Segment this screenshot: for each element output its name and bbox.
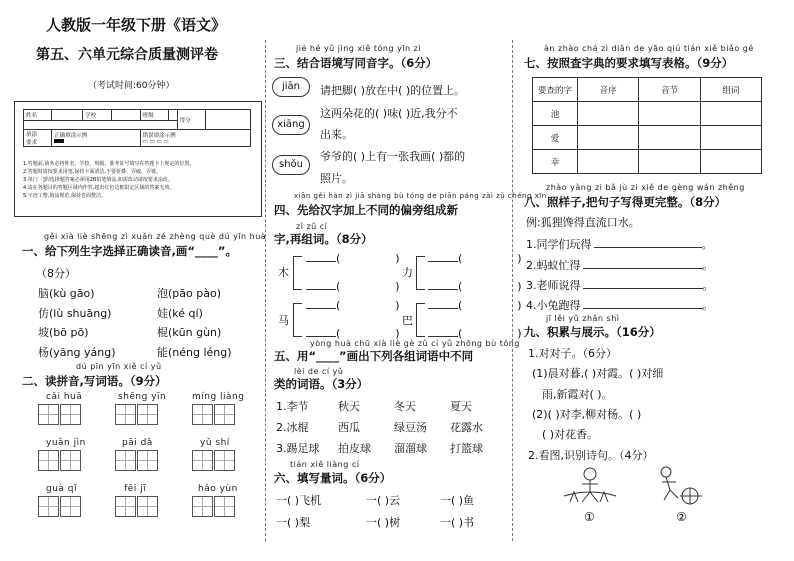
q5-word[interactable]: 拍皮球 <box>338 442 371 455</box>
pinyin-bubble: xiāng <box>272 115 310 135</box>
q2-word: míng liàng <box>192 392 245 402</box>
q6-item[interactable]: 一( )书 <box>440 516 475 529</box>
q1-score: （8分） <box>36 267 76 280</box>
bracket <box>293 303 302 337</box>
answer-cell[interactable] <box>578 102 639 126</box>
q6-pinyin: tián xiě liàng cí <box>290 460 360 469</box>
notes <box>23 160 194 200</box>
column-divider <box>265 40 266 541</box>
q5-word[interactable]: 打篮球 <box>450 442 483 455</box>
q8-item[interactable]: 4.小兔跑得 。 <box>526 299 714 312</box>
q4-blank[interactable]: ( ) <box>428 250 522 266</box>
note: 2.答题时请按要求用笔,保持卡面清洁,不要折叠、弄破、弄皱。 <box>23 169 161 175</box>
bracket <box>416 256 425 290</box>
column-divider <box>512 40 513 541</box>
q2-word: fēi jī <box>124 484 147 494</box>
q8-item[interactable]: 1.同学们玩得 。 <box>526 238 713 251</box>
q3-title: 三、结合语境写同音字。（6分） <box>274 56 438 70</box>
base-char: 巴 <box>402 314 413 327</box>
note: 5.字迹工整,填涂规范,保持卷面整洁。 <box>23 193 106 199</box>
q5-word[interactable]: 溜溜球 <box>394 442 427 455</box>
q4-blank[interactable]: ( ) <box>428 325 522 341</box>
writing-grid[interactable] <box>38 496 82 517</box>
bracket <box>293 256 302 290</box>
answer-cell[interactable] <box>639 150 700 174</box>
q9-title: 九、积累与展示。（16分） <box>524 325 661 339</box>
writing-grid[interactable] <box>115 450 159 471</box>
fill-label: 填涂 要求 <box>24 130 52 147</box>
q5-word[interactable]: 冬天 <box>394 400 416 413</box>
q1-item[interactable]: 泡(pāo pào) <box>157 287 221 300</box>
q6-item[interactable]: 一( )梨 <box>276 516 311 529</box>
school-field[interactable] <box>111 110 140 121</box>
q4-blank[interactable]: ( ) <box>428 278 522 294</box>
poem-image-2 <box>650 462 710 506</box>
poem-image-1 <box>560 462 620 506</box>
base-char: 力 <box>402 266 413 279</box>
q6-title: 六、填写量词。（6分） <box>274 471 392 485</box>
q3-line[interactable]: 爷爷的( )上有一张我画( )都的 <box>320 150 466 163</box>
writing-grid[interactable] <box>115 496 159 517</box>
q1-item[interactable]: 仿(lù shuāng) <box>38 307 112 320</box>
q5-word[interactable]: 夏天 <box>450 400 472 413</box>
q9-pinyin: jī lěi yǔ zhǎn shì <box>546 314 620 323</box>
q9-line[interactable]: (1)晨对暮,( )对霞。( )对细 <box>532 367 664 380</box>
q3-line[interactable]: 这两朵花的( )味( )近,我分不 <box>320 107 458 120</box>
q3-pinyin: jié hé yǔ jìng xiě tóng yīn zì <box>296 44 422 53</box>
note: 3.单门「]的选择题答案必须用2B铅笔填涂,如需改动请按要求涂改。 <box>23 177 173 183</box>
q6-item[interactable]: 一( )云 <box>366 494 401 507</box>
writing-grid[interactable] <box>38 450 82 471</box>
q4-blank[interactable]: ( ) <box>428 297 522 313</box>
q1-title: 一、给下列生字选择正确读音,画“____”。 <box>22 244 237 258</box>
q5-pinyin: yòng huà chū xià liè gè zǔ cí yǔ zhōng bù tóng <box>310 339 520 348</box>
class-field[interactable] <box>168 110 177 121</box>
name-field[interactable] <box>52 110 83 121</box>
correct-example: 正确填涂示例 <box>52 130 140 147</box>
writing-grid[interactable] <box>192 496 236 517</box>
q4-pinyin: xiān gěi hàn zì jiā shàng bù tóng de piān páng zài zǔ chéng xīn <box>294 192 547 200</box>
q1-item[interactable]: 娃(ké qí) <box>157 307 203 320</box>
char-cell: 池 <box>533 102 578 126</box>
pinyin-bubble: shǒu <box>272 155 310 175</box>
q6-item[interactable]: 一( )鱼 <box>440 494 475 507</box>
q1-item[interactable]: 坡(bō pō) <box>38 326 89 339</box>
pinyin-bubble: jiān <box>272 77 310 97</box>
q2-word: yuǎn jìn <box>46 438 86 448</box>
q2-word: hǎo yùn <box>198 484 238 494</box>
writing-grid[interactable] <box>38 404 82 425</box>
wrong-example: 错误填涂示例 ▭ ▭ ▭ ▭ <box>140 130 250 147</box>
q5-word[interactable]: 秋天 <box>338 400 360 413</box>
q8-pinyin: zhào yàng zi bǎ jù zi xiě de gèng wán zhěng <box>546 183 745 192</box>
q6-item[interactable]: 一( )飞机 <box>276 494 322 507</box>
q4-blank[interactable]: ( ) <box>306 297 400 313</box>
q2-word: guà qǐ <box>46 484 78 494</box>
q4-blank[interactable]: ( ) <box>306 325 400 341</box>
writing-grid[interactable] <box>192 450 236 471</box>
q7-pinyin: àn zhào chá zì diǎn de yāo qiú tián xiě biǎo gé <box>544 44 754 53</box>
q9-sub2: 2.看图,识别诗句。（4分） <box>528 449 654 462</box>
note: 1.答题前,请务必将姓名、学校、班级、准考证号填写在答题卡上规定的位置。 <box>23 161 195 167</box>
header-cell: 要查的字 <box>533 78 578 102</box>
q5-word[interactable]: 西瓜 <box>338 421 360 434</box>
q1-pinyin: gěi xià liè shēng zì xuǎn zé zhèng què dú yīn huà <box>44 232 267 241</box>
writing-grid[interactable] <box>115 404 159 425</box>
answer-cell[interactable] <box>639 126 700 150</box>
base-char: 马 <box>278 314 289 327</box>
q7-title: 七、按照查字典的要求填写表格。（9分） <box>524 56 734 70</box>
q8-item[interactable]: 2.蚂蚁忙得 。 <box>526 259 714 272</box>
q1-item[interactable]: 棍(kūn gùn) <box>157 326 222 339</box>
q4-blank[interactable]: ( ) <box>306 278 400 294</box>
score-label: 得分 <box>177 110 205 130</box>
answer-cell[interactable] <box>700 126 761 150</box>
exam-title: 第五、六单元综合质量测评卷 <box>36 47 218 63</box>
answer-cell[interactable] <box>578 126 639 150</box>
header-cell: 组词 <box>700 78 761 102</box>
q9-line[interactable]: ( )对花香。 <box>542 428 599 441</box>
q9-line[interactable]: 雨,新霞对( )。 <box>542 388 613 401</box>
q8-item[interactable]: 3.老师说得 。 <box>526 279 714 292</box>
answer-cell[interactable] <box>700 102 761 126</box>
q2-word: pāi dǎ <box>122 438 153 448</box>
q5-word[interactable]: 1.李节 <box>276 400 309 413</box>
base-char: 木 <box>278 266 289 279</box>
q9-line[interactable]: (2)( )对李,柳对杨。( ) <box>532 408 642 421</box>
q2-pinyin: dú pīn yīn xiě cí yǔ <box>76 362 162 371</box>
q5-title: 五、用“____”画出下列各组词语中不同 <box>274 349 474 363</box>
q5-word[interactable]: 3.踢足球 <box>276 442 320 455</box>
q4-blank[interactable]: ( ) <box>306 250 400 266</box>
char-cell: 爱 <box>533 126 578 150</box>
header-cell: 音节 <box>639 78 700 102</box>
image-label-2: ② <box>676 510 687 524</box>
q4-title2: 字,再组词。（8分） <box>274 232 373 246</box>
score-field[interactable] <box>206 110 251 130</box>
q3-line: 出来。 <box>320 128 353 141</box>
q5-word[interactable]: 绿豆汤 <box>394 421 427 434</box>
q1-item[interactable]: 脑(kù gāo) <box>38 287 95 300</box>
q2-word: cǎi huā <box>46 392 83 402</box>
q4-pinyin2: zì zǔ cí <box>296 222 328 231</box>
answer-cell[interactable] <box>578 150 639 174</box>
bracket <box>416 303 425 337</box>
q5-word[interactable]: 2.冰棍 <box>276 421 309 434</box>
info-table <box>23 109 251 147</box>
q8-example: 例:狐狸馋得直流口水。 <box>526 216 640 229</box>
q5-pinyin2: lèi de cí yǔ <box>294 367 344 376</box>
q8-title: 八、照样子,把句子写得更完整。（8分） <box>524 195 727 209</box>
exam-time: （考试时间:60分钟） <box>88 81 175 91</box>
q5-title2: 类的词语。（3分） <box>274 377 369 391</box>
book-title: 人教版一年级下册《语文》 <box>46 16 227 34</box>
dictionary-table <box>532 77 762 174</box>
q3-line[interactable]: 请把脚( )放在中( )的位置上。 <box>320 84 466 97</box>
note: 4.请在各题目的答题区域内作答,超出红色边框限定区域的答案无效。 <box>23 185 175 191</box>
q4-title: 四、先给汉字加上不同的偏旁组成新 <box>274 203 458 217</box>
q1-item[interactable]: 杨(yāng yáng) <box>38 346 116 359</box>
q2-word: shēng yīn <box>118 392 167 402</box>
char-cell: 幸 <box>533 150 578 174</box>
writing-grid[interactable] <box>192 404 236 425</box>
q2-word: yǔ shí <box>200 438 230 448</box>
name-label: 姓名 <box>24 110 52 121</box>
answer-cell[interactable] <box>639 102 700 126</box>
info-box <box>14 101 262 217</box>
class-label: 班级 <box>140 110 168 121</box>
q9-sub1: 1.对对子。（6分） <box>528 347 617 360</box>
q2-title: 二、读拼音,写词语。（9分） <box>22 374 167 388</box>
q3-line: 照片。 <box>320 172 353 185</box>
q5-word[interactable]: 花露水 <box>450 421 483 434</box>
answer-cell[interactable] <box>700 150 761 174</box>
header-cell: 音序 <box>578 78 639 102</box>
q1-item[interactable]: 能(néng léng) <box>157 346 232 359</box>
q6-item[interactable]: 一( )树 <box>366 516 401 529</box>
image-label-1: ① <box>584 510 595 524</box>
school-label: 学校 <box>83 110 111 121</box>
